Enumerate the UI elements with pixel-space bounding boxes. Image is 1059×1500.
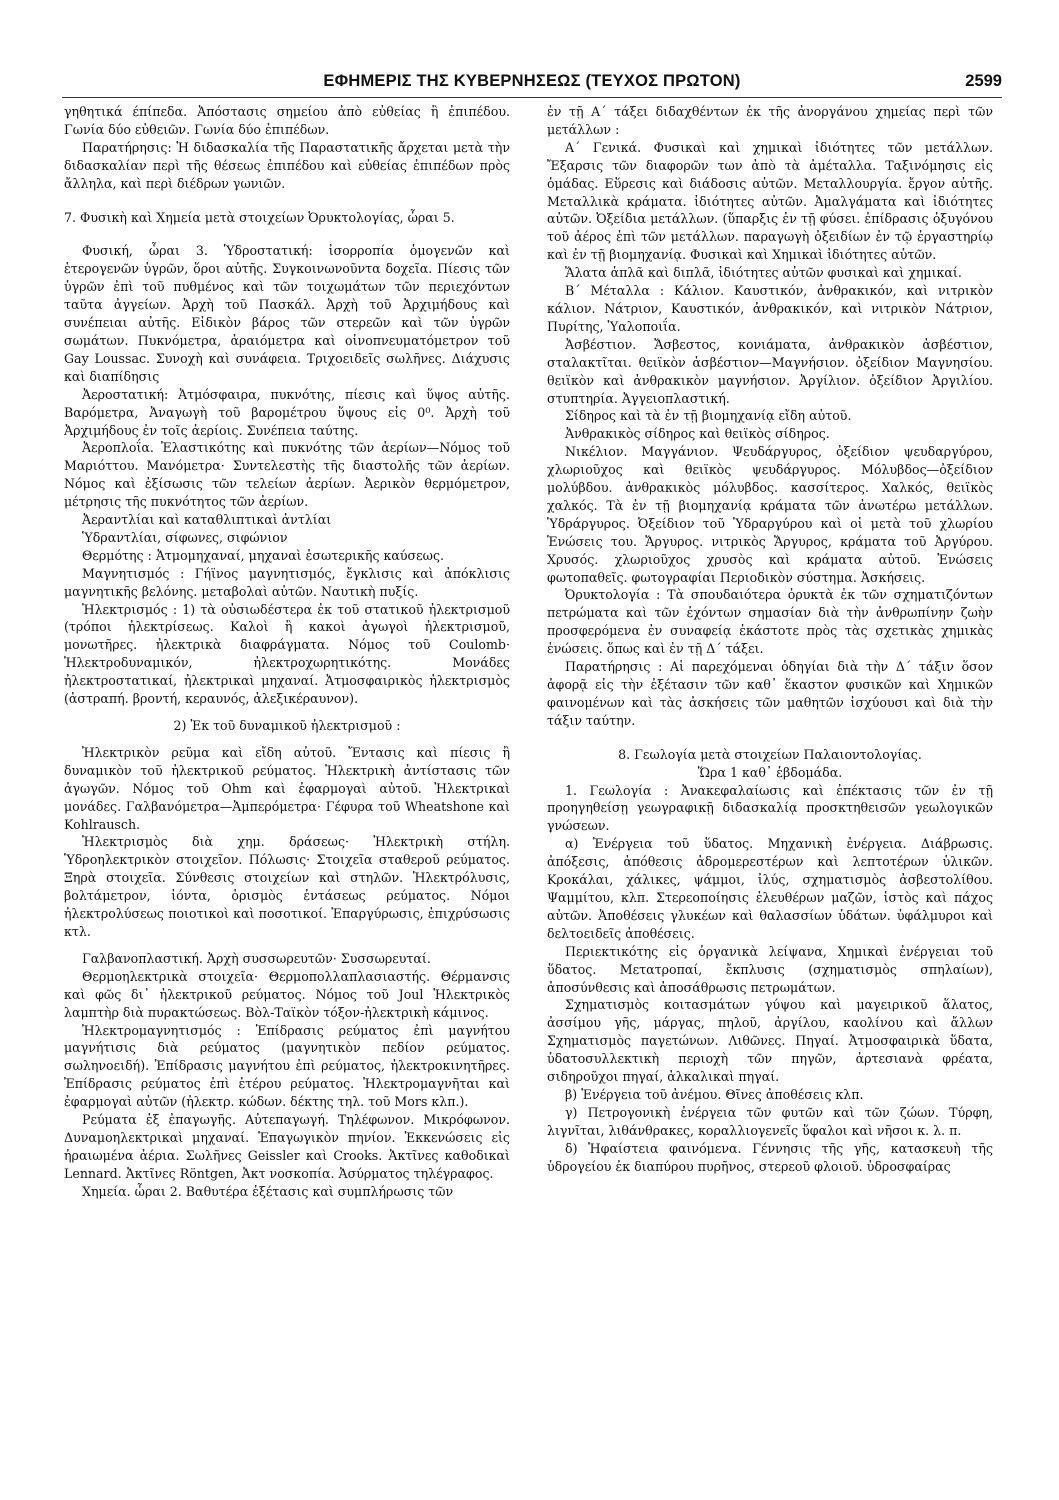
paragraph: Α΄ Γενικά. Φυσικαὶ καὶ χημικαὶ ἰδιότητες τῶν μετάλλων. Ἔξαρσις τῶν διαφορῶν των ἀπὸ τὰ ἀμέταλλα. Ταξινόμησις εἰς ὁμάδας. Εὕρεσις καὶ διάδοσις αὐτῶν. Μεταλλουργία. ἔργον αὐτῆς. Μεταλλικὰ κράματα. ἰδιότητες αὐτῶν. Ἀμαλγάματα καὶ ἰδιότητες αὐτῶν. Ὀξείδια μετάλλων. (ὕπαρξις ἐν τῇ φύσει. ἐπίδρασις ὀξυγόνου τοῦ ἀέρος ἐπὶ τῶν μετάλλων. παραγωγὴ ὀξειδίων ἐν τῷ ἐργαστηρίῳ καὶ ἐν τῇ βιομηχανίᾳ. Φυσικαὶ καὶ Χημικαὶ ἰδιότητες αὐτῶν.	[547, 139, 993, 263]
paragraph: Β΄ Μέταλλα : Κάλιον. Καυστικόν, ἀνθρακικόν, καὶ νιτρικὸν κάλιον. Νάτριον, Καυστικόν, ἀνθρακικόν, καὶ νιτρικὸν Νάτριον, Πυρίτης, Ὑαλοποιΐα.	[547, 283, 993, 334]
paragraph: Ἀνθρακικὸς σίδηρος καὶ θειϊκὸς σίδηρος.	[565, 426, 830, 442]
paragraph: Γαλβανοπλαστική. Ἀρχὴ συσσωρευτῶν· Συσσωρευταί.	[82, 950, 431, 966]
paragraph: Ἀεροστατική: Ἀτμόσφαιρα, πυκνότης, πίεσις καὶ ὕψος αὐτῆς. Βαρόμετρα, Ἀναγωγὴ τοῦ βαρομέτρου ὕψους εἰς 0⁰. Ἀρχὴ τοῦ Ἀρχιμήδους ἐν τοῖς ἀερίοις. Συνέπεια ταύτης.	[64, 386, 510, 438]
paragraph: Θερμοηλεκτρικὰ στοιχεῖα· Θερμοπολλαπλασιαστής. Θέρμανσις καὶ φῶς δι᾽ ἠλεκτρικοῦ ρεύματος. Νόμος τοῦ Joul Ἠλεκτρικὸς λαμπτὴρ διὰ πυρακτώσεως. Βὸλ-Ταϊκὸν τόξον-ἠλεκτρικὴ κάμινος.	[64, 968, 510, 1020]
section-subheading: Ὥρα 1 καθ᾽ ἑβδομάδα.	[697, 764, 843, 780]
paragraph: Ἠλεκτρισμός : 1) τὰ οὐσιωδέστερα ἐκ τοῦ στατικοῦ ἠλεκτρισμοῦ (τρόποι ἠλεκτρίσεως. Καλοὶ ἢ κακοὶ ἀγωγοὶ ἠλεκτρισμοῦ, μονωτῆρες. ἠλεκτρικὰ διαφράγματα. Νόμος τοῦ Coulomb· Ἠλεκτροδυναμικόν, ἠλεκτροχωρητικότης. Μονάδες ἠλεκτροστατικαί, ἠλεκτρικαὶ μηχαναί. Ἀτμοσφαιρικὸς ἠλεκτρισμὸς (ἀστραπή. βροντή, κεραυνός, ἀλεξικέραυνον).	[64, 601, 510, 707]
paragraph: δ) Ἡφαίστεια φαινόμενα. Γέννησις τῆς γῆς, κατασκευὴ τῆς ὑδρογείου ἐκ διαπύρου πυρῆνος, στερεοῦ φλοιοῦ. ὑδροσφαίρας	[547, 1140, 993, 1174]
paragraph: γ) Πετρογονικὴ ἐνέργεια τῶν φυτῶν καὶ τῶν ζώων. Τύρφη, λιγνῖται, λιθάνθρακες, κοραλλιογενεῖς ὕφαλοι καὶ νῆσοι κ. λ. π.	[547, 1104, 993, 1138]
paragraph: Ἠλεκτρομαγνητισμός : Ἐπίδρασις ρεύματος ἐπὶ μαγνήτου μαγνήτισις διὰ ρεύματος (μαγνητικὸν πεδίον ρεύματος. σωληνοειδή). Ἐπίδρασις μαγνήτου ἐπὶ ρεύματος, ἠλεκτροκινητῆρες. Ἐπίδρασις ρεύματος ἐπὶ ἑτέρου ρεύματος. Ἠλεκτρομαγνῆται καὶ ἐφαρμογαὶ αὐτῶν (ἠλεκτρ. κώδων. δέκτης τηλ. τοῦ Mors κλπ.).	[64, 1022, 510, 1110]
paragraph: Νικέλιον. Μαγγάνιον. Ψευδάργυρος, ὀξείδιον ψευδαργύρου, χλωριοῦχος καὶ θειϊκὸς ψευδάργυρος. Μόλυβδος—ὀξείδιον μολύβδου. ἀνθρακικὸς μόλυβδος. κασσίτερος. Χαλκός, θειϊκὸς χαλκός. Τὰ ἐν τῇ βιομηχανίᾳ κράματα τῶν ἀνωτέρω μετάλλων. Ὑδράργυρος. Ὀξείδιον τοῦ Ὑδραργύρου καὶ οἱ μετὰ τοῦ χλωρίου Ἑνώσεις του. Ἄργυρος. νιτρικὸς Ἄργυρος, κράματα τοῦ Ἀργύρου. Χρυσός. χλωριοῦχος χρυσὸς καὶ κράματα αὐτοῦ. Ἑνώσεις φωτοπαθεῖς. φωτογραφίαι Περιοδικὸν σύστημα. Ἀσκήσεις.	[547, 444, 993, 585]
gazette-title: ΕΦΗΜΕΡΙΣ ΤΗΣ ΚΥΒΕΡΝΗΣΕΩΣ (ΤΕΥΧΟΣ ΠΡΩΤΟΝ)	[323, 72, 741, 90]
paragraph: γηθητικά έπίπεδα. Ἀπόστασις σημείου ἀπὸ εὐθείας ἢ ἐπιπέδου. Γωνία δύο εὐθειῶν. Γωνία δύο ἐπιπέδων.	[64, 104, 510, 137]
paragraph: Ἀεροπλοΐα. Ἐλαστικότης καὶ πυκνότης τῶν ἀερίων—Νόμος τοῦ Μαριόττου. Μανόμετρα· Συντελεστὴς τῆς διαστολῆς τῶν ἀερίων. Νόμος καὶ ἐξίσωσις τῶν τελείων ἀερίων. Ἀερικὸν θερμόμετρον, μέτρησις τῆς πυκνότητος τῶν ἀερίων.	[64, 440, 510, 510]
paragraph: Σχηματισμὸς κοιτασμάτων γύψου καὶ μαγειρικοῦ ἅλατος, ἀσσίμου γῆς, μάργας, πηλοῦ, ἀργίλου, καολίνου καὶ ἄλλων Σχηματισμὸς παγετώνων. Λιθῶνες. Πηγαί. Ἀτμοσφαιρικὰ ὕδατα, ὑδατοσυλλεκτικὴ περιοχὴ τῶν πηγῶν, ἀρτεσιανὰ φρέατα, σιδηροῦχοι πηγαί, ἀλκαλικαὶ πηγαί.	[547, 997, 993, 1085]
paragraph: Περιεκτικότης εἰς ὀργανικὰ λείψανα, Χημικαὶ ἐνέργειαι τοῦ ὕδατος. Μετατροπαί, ἔκπλυσις (σχηματισμὸς σπηλαίων), ἀποσύνθεσις καὶ ἀποσάθρωσις πετρωμάτων.	[547, 943, 993, 995]
paragraph: α) Ἐνέργεια τοῦ ὕδατος. Μηχανικὴ ἐνέργεια. Διάβρωσις. ἀπόξεσις, ἀπόθεσις ἀδρομερεστέρων καὶ λεπτοτέρων ὑλικῶν. Κροκάλαι, χάλικες, ψάμμοι, ἰλύς, σχηματισμὸς ἀσβεστολίθου. Ψαμμίτου, κλπ. Στερεοποίησις ἐλευθέρων μαζῶν, ἱστὸς καὶ πάχος αὐτῶν. Ἀποθέσεις γλυκέων καὶ θαλασσίων ὑδάτων. ὑφάλμυροι καὶ δελτοειδεῖς ἀποθέσεις.	[547, 836, 993, 941]
page-number: 2599	[965, 72, 1002, 90]
paragraph: Σίδηρος καὶ τὰ ἐν τῇ βιομηχανίᾳ εἴδη αὐτοῦ.	[565, 408, 852, 424]
section-heading: 8. Γεωλογία μετὰ στοιχείων Παλαιοντολογίας.	[618, 746, 922, 762]
header-rule	[62, 97, 1002, 98]
paragraph: Χημεία. ὧραι 2. Βαθυτέρα ἐξέτασις καὶ συμπλήρωσις τῶν	[82, 1183, 454, 1199]
paragraph: Παρατήρησις : Αἱ παρεχόμεναι ὁδηγίαι διὰ τὴν Δ΄ τάξιν ὅσον ἀφορᾷ εἰς τὴν ἐξέτασιν τῶν καθ᾽ ἕκαστον φυσικῶν καὶ Χημικῶν φαινομένων καὶ τὰς ἀσκήσεις τῶν μαθητῶν ἰσχύουσι καὶ διὰ τὴν τάξιν ταύτην.	[547, 659, 993, 728]
paragraph: Ἠλεκτρικὸν ρεῦμα καὶ εἴδη αὐτοῦ. Ἔντασις καὶ πίεσις ἢ δυναμικὸν τοῦ ἠλεκτρικοῦ ρεύματος. Ἠλεκτρικὴ ἀντίστασις τῶν ἀγωγῶν. Νόμος τοῦ Ohm καὶ ἐφαρμογαὶ αὐτοῦ. Ἠλεκτρικαὶ μονάδες. Γαλβανόμετρα—Ἀμπερόμετρα· Γέφυρα τοῦ Wheatshone καὶ Kohlrausch.	[64, 744, 510, 832]
paragraph: Ρεύματα ἐξ ἐπαγωγῆς. Αὐτεπαγωγή. Τηλέφωνον. Μικρόφωνον. Δυναμοηλεκτρικαὶ μηχαναί. Ἐπαγωγικὸν πηνίον. Ἐκκενώσεις εἰς ἠραιωμένα ἀέρια. Σωλῆνες Geissler καὶ Crooks. Ἀκτῖνες καθοδικαὶ Lennard. Ἀκτῖνες Röntgen, Ἀκτ νοσκοπία. Ἀσύρματος τηλέγραφος.	[64, 1112, 510, 1181]
right-column	[547, 103, 993, 1175]
left-column	[64, 103, 510, 1201]
paragraph: Μαγνητισμός : Γήϊνος μαγνητισμός, ἔγκλισις καὶ ἀπόκλισις μαγνητικῆς βελόνης. μεταβολαὶ αὐτῶν. Ναυτικὴ πυξίς.	[64, 565, 510, 599]
subsection-heading: 2) Ἐκ τοῦ δυναμικοῦ ἠλεκτρισμοῦ :	[173, 718, 401, 733]
paragraph: Θερμότης : Ἀτμομηχαναί, μηχαναὶ ἐσωτερικῆς καύσεως.	[82, 547, 445, 563]
paragraph: Ἀεραντλίαι καὶ καταθλιπτικαὶ ἀντλίαι	[82, 512, 332, 528]
section-heading: 7. Φυσικὴ καὶ Χημεία μετὰ στοιχείων Ὀρυκτολογίας, ὧραι 5.	[64, 209, 455, 225]
paragraph: Ὑδραντλίαι, σίφωνες, σιφώνιον	[82, 529, 288, 545]
paragraph: Ὀρυκτολογία : Τὰ σπουδαιότερα ὀρυκτὰ ἐκ τῶν σχηματιζόντων πετρώματα καὶ τῶν ἐχόντων σημασίαν διὰ τὴν ἀνθρωπίνην ζωὴν προσφερόμενα ἐν συναφείᾳ ἑκάστοτε πρὸς τὰς σχετικὰς χημικὰς ἑνώσεις. ὅπως καὶ ἐν τῇ Δ΄ τάξει.	[547, 587, 993, 657]
paragraph: Ἀσβέστιον. Ἄσβεστος, κονιάματα, ἀνθρακικὸν ἀσβέστιον, σταλακτῖται. θειϊκὸν ἀσβέστιον—Μαγνήσιον. ὀξείδιον Μαγνησίου. θειϊκὸν καὶ ἀνθρακικὸν μαγνήσιον. Ἀργίλιον. ὀξείδιον Ἀργιλίου. στυπτηρία. Ἀγγειοπλαστική.	[547, 336, 993, 406]
paragraph: ἐν τῇ Α΄ τάξει διδαχθέντων ἐκ τῆς ἀνοργάνου χημείας περὶ τῶν μετάλλων :	[547, 104, 993, 137]
paragraph: 1. Γεωλογία : Ἀνακεφαλαίωσις καὶ ἐπέκτασις τῶν ἐν τῇ προηγηθείσῃ γεωγραφικῇ διδασκαλίᾳ προσκτηθεισῶν γεωλογικῶν γνώσεων.	[547, 782, 993, 834]
paragraph: Παρατήρησις: Ἡ διδασκαλία τῆς Παραστατικῆς ἄρχεται μετὰ τὴν διδασκαλίαν περὶ τῆς θέσεως ἐπιπέδου καὶ εὐθείας ἐπιπέδων πρὸς ἄλληλα, καὶ περὶ διέδρων γωνιῶν.	[64, 139, 510, 191]
paragraph: Ἅλατα ἁπλᾶ καὶ διπλᾶ, ἰδιότητες αὐτῶν φυσικαὶ καὶ χημικαί.	[565, 265, 962, 281]
paragraph: Ἠλεκτρισμὸς διὰ χημ. δράσεως· Ἠλεκτρικὴ στήλη. Ὑδροηλεκτρικὸν στοιχεῖον. Πόλωσις· Στοιχεῖα σταθεροῦ ρεύματος. Ξηρὰ στοιχεῖα. Σύνθεσις στοιχείων καὶ στηλῶν. Ἠλεκτρόλυσις, βολτάμετρον, ἰόντα, ὁρισμὸς ἐντάσεως ρεύματος. Νόμοι ἠλεκτρολύσεως ποιοτικοὶ καὶ ποσοτικοί. Ἐπαργύρωσις, ἐπιχρύσωσις κτλ.	[64, 834, 510, 939]
paragraph: Φυσική, ὧραι 3. Ὑδροστατική: ἰσορροπία ὁμογενῶν καὶ ἑτερογενῶν ὑγρῶν, ὅροι αὐτῆς. Συγκοινωνοῦντα δοχεῖα. Πίεσις τῶν ὑγρῶν ἐπὶ τοῦ πυθμένος καὶ τῶν τοιχωμάτων τῶν περιεχόντων ταῦτα ἀγγείων. Ἀρχὴ τοῦ Πασκάλ. Ἀρχὴ τοῦ Ἀρχιμήδους καὶ συνέπειαι αὐτῆς. Εἰδικὸν βάρος τῶν στερεῶν καὶ τῶν ὑγρῶν σωμάτων. Πυκνόμετρα, ἀραιόμετρα καὶ οἰνοπνευματόμετρον τοῦ Gay Loussac. Συνοχὴ καὶ συνάφεια. Τριχοειδεῖς σωλῆνες. Διάχυσις καὶ διαπίδησις	[64, 243, 510, 384]
paragraph: β) Ἐνέργεια τοῦ ἀνέμου. Θῖνες ἀποθέσεις κλπ.	[565, 1086, 864, 1102]
page-header	[62, 72, 1002, 100]
